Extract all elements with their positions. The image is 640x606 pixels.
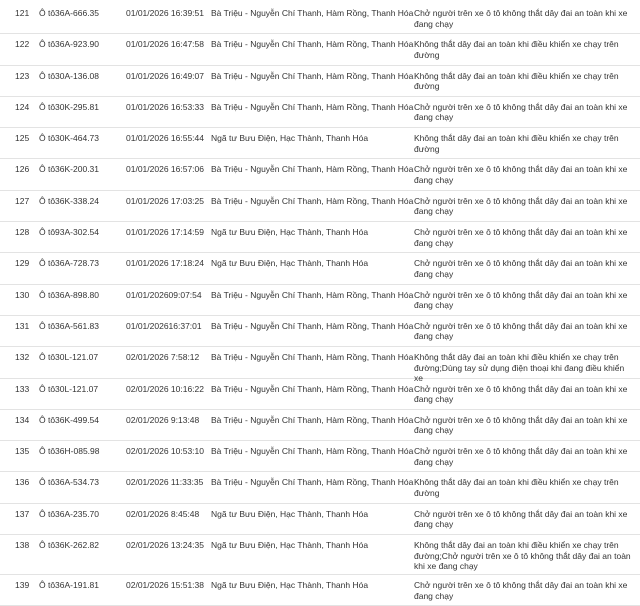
- violation-time: 01/01/202609:07:54: [126, 289, 202, 300]
- row-number: 128: [15, 227, 30, 238]
- violation-description: Không thắt dây đai an toàn khi điều khiển xe chạy trên đường: [414, 70, 619, 92]
- violation-description: Chở người trên xe ô tô không thắt dây đai an toàn khi xe đang chạy: [414, 195, 628, 217]
- table-row: [0, 128, 640, 159]
- violation-description: Chở người trên xe ô tô không thắt dây đai an toàn khi xe đang chạy: [414, 289, 628, 311]
- vehicle-plate: Ô tô36A-666.35: [39, 8, 100, 18]
- violation-location: Bà Triệu - Nguyễn Chí Thanh, Hàm Rồng, Thanh Hóa: [211, 101, 414, 112]
- violation-description: Không thắt dây đai an toàn khi điều khiển xe chạy trên đường: [414, 477, 619, 498]
- violation-time: 02/01/2026 13:24:35: [126, 540, 204, 551]
- violation-location: Bà Triệu - Nguyễn Chí Thanh, Hàm Rồng, Thanh Hóa: [211, 352, 414, 363]
- violation-time: 01/01/2026 16:57:06: [126, 164, 204, 175]
- violation-description: Chở người trên xe ô tô không thắt dây đai an toàn khi xe đang chạy: [414, 258, 628, 279]
- violation-time: 01/01/2026 17:03:25: [126, 195, 204, 206]
- vehicle-plate: Ô tô36A-923.90: [39, 39, 100, 50]
- row-number: 127: [15, 195, 30, 206]
- violation-description: Chở người trên xe ô tô không thắt dây đai an toàn khi xe đang chạy: [414, 164, 628, 185]
- vehicle-plate: Ô tô30A-136.08: [39, 70, 100, 81]
- violation-description: Không thắt dây đai an toàn khi điều khiển xe chạy trên đường: [414, 39, 619, 60]
- vehicle-plate: Ô tô36K-338.24: [39, 195, 100, 206]
- violation-time: 02/01/2026 11:33:35: [126, 477, 204, 488]
- violation-location: Bà Triệu - Nguyễn Chí Thanh, Hàm Rồng, Thanh Hóa: [211, 39, 414, 50]
- violation-time: 02/01/2026 10:53:10: [126, 446, 204, 457]
- vehicle-plate: Ô tô36A-191.81: [39, 580, 100, 591]
- violation-description: Không thắt dây đai an toàn khi điều khiển xe chạy trên đường;Dùng tay sử dụng điện thoại khi đang điều khiển xe: [414, 352, 625, 384]
- row-number: 130: [15, 289, 30, 300]
- violation-time: 01/01/2026 16:55:44: [126, 133, 204, 144]
- table-row: [0, 410, 640, 441]
- table-row: [0, 66, 640, 97]
- vehicle-plate: Ô tô36K-499.54: [39, 414, 100, 425]
- vehicle-plate: Ô tô36A-235.70: [39, 508, 100, 519]
- violation-location: Bà Triệu - Nguyễn Chí Thanh, Hàm Rồng, Thanh Hóa: [211, 289, 414, 300]
- violation-location: Ngã tư Bưu Điện, Hạc Thành, Thanh Hóa: [211, 540, 369, 551]
- vehicle-plate: Ô tô36K-200.31: [39, 164, 100, 175]
- vehicle-plate: Ô tô30L-121.07: [39, 383, 99, 394]
- violation-description: Chở người trên xe ô tô không thắt dây đai an toàn khi xe đang chạy: [414, 383, 628, 405]
- violation-time: 02/01/2026 7:58:12: [126, 352, 200, 363]
- table-row: [0, 34, 640, 65]
- table-row: [0, 575, 640, 606]
- row-number: 131: [15, 320, 30, 331]
- violation-time: 01/01/2026 16:47:58: [126, 39, 204, 50]
- violation-time: 02/01/2026 10:16:22: [126, 383, 204, 394]
- violation-time: 02/01/2026 9:13:48: [126, 414, 200, 425]
- violation-time: 01/01/2026 17:18:24: [126, 258, 204, 269]
- table-row: [0, 253, 640, 284]
- violation-location: Bà Triệu - Nguyễn Chí Thanh, Hàm Rồng, Thanh Hóa: [211, 70, 414, 81]
- violation-location: Bà Triệu - Nguyễn Chí Thanh, Hàm Rồng, Thanh Hóa: [211, 8, 414, 18]
- vehicle-plate: Ô tô36K-262.82: [39, 540, 100, 551]
- violation-description: Không thắt dây đai an toàn khi điều khiển xe chạy trên đường;Chở người trên xe ô tô không thắt dây đai an toàn khi xe đang chạy: [414, 540, 631, 572]
- table-row: [0, 441, 640, 472]
- violation-time: 01/01/2026 16:49:07: [126, 70, 204, 81]
- violation-description: Chở người trên xe ô tô không thắt dây đai an toàn khi xe đang chạy: [414, 446, 628, 467]
- row-number: 139: [15, 580, 30, 591]
- row-number: 123: [15, 70, 30, 81]
- table-row: [0, 316, 640, 347]
- violation-location: Bà Triệu - Nguyễn Chí Thanh, Hàm Rồng, Thanh Hóa: [211, 195, 414, 206]
- table-row: [0, 535, 640, 575]
- violation-location: Bà Triệu - Nguyễn Chí Thanh, Hàm Rồng, Thanh Hóa: [211, 446, 414, 457]
- violation-description: Chở người trên xe ô tô không thắt dây đai an toàn khi xe đang chạy: [414, 8, 628, 29]
- row-number: 126: [15, 164, 30, 175]
- row-number: 129: [15, 258, 30, 269]
- table-row: [0, 285, 640, 316]
- row-number: 138: [15, 540, 30, 551]
- vehicle-plate: Ô tô30L-121.07: [39, 352, 99, 363]
- row-number: 125: [15, 133, 30, 144]
- vehicle-plate: Ô tô30K-464.73: [39, 133, 100, 144]
- row-number: 137: [15, 508, 30, 519]
- row-number: 132: [15, 352, 30, 363]
- violation-description: Chở người trên xe ô tô không thắt dây đai an toàn khi xe đang chạy: [414, 227, 628, 248]
- violation-time: 01/01/2026 16:53:33: [126, 101, 204, 112]
- row-number: 122: [15, 39, 30, 50]
- violation-location: Ngã tư Bưu Điện, Hạc Thành, Thanh Hóa: [211, 258, 369, 269]
- violation-description: Chở người trên xe ô tô không thắt dây đai an toàn khi xe đang chạy: [414, 580, 628, 601]
- table-row: [0, 3, 640, 34]
- violation-location: Bà Triệu - Nguyễn Chí Thanh, Hàm Rồng, Thanh Hóa: [211, 477, 414, 488]
- table-row: [0, 472, 640, 503]
- violation-time: 01/01/202616:37:01: [126, 320, 202, 331]
- violation-time: 01/01/2026 17:14:59: [126, 227, 204, 238]
- vehicle-plate: Ô tô36A-534.73: [39, 477, 100, 488]
- row-number: 133: [15, 383, 30, 394]
- violations-table: [0, 3, 640, 606]
- vehicle-plate: Ô tô93A-302.54: [39, 227, 100, 238]
- violation-location: Bà Triệu - Nguyễn Chí Thanh, Hàm Rồng, Thanh Hóa: [211, 383, 414, 394]
- vehicle-plate: Ô tô36H-085.98: [39, 446, 100, 457]
- vehicle-plate: Ô tô30K-295.81: [39, 101, 100, 112]
- table-row: [0, 347, 640, 384]
- vehicle-plate: Ô tô36A-898.80: [39, 289, 100, 300]
- table-row: [0, 504, 640, 535]
- violation-location: Bà Triệu - Nguyễn Chí Thanh, Hàm Rồng, Thanh Hóa: [211, 414, 414, 425]
- vehicle-plate: Ô tô36A-728.73: [39, 258, 100, 269]
- violation-location: Bà Triệu - Nguyễn Chí Thanh, Hàm Rồng, Thanh Hóa: [211, 320, 414, 331]
- row-number: 134: [15, 414, 30, 425]
- row-number: 124: [15, 101, 30, 112]
- violation-description: Chở người trên xe ô tô không thắt dây đai an toàn khi xe đang chạy: [414, 414, 628, 436]
- violation-description: Chở người trên xe ô tô không thắt dây đai an toàn khi xe đang chạy: [414, 101, 628, 123]
- table-row: [0, 191, 640, 222]
- violation-time: 02/01/2026 15:51:38: [126, 580, 204, 591]
- violation-location: Ngã tư Bưu Điện, Hạc Thành, Thanh Hóa: [211, 227, 369, 238]
- table-row: [0, 222, 640, 253]
- violation-description: Chở người trên xe ô tô không thắt dây đai an toàn khi xe đang chạy: [414, 508, 628, 530]
- violation-location: Bà Triệu - Nguyễn Chí Thanh, Hàm Rồng, Thanh Hóa: [211, 164, 414, 175]
- vehicle-plate: Ô tô36A-561.83: [39, 320, 100, 331]
- row-number: 121: [15, 8, 30, 18]
- violation-location: Ngã tư Bưu Điện, Hạc Thành, Thanh Hóa: [211, 508, 369, 519]
- violation-description: Chở người trên xe ô tô không thắt dây đai an toàn khi xe đang chạy: [414, 320, 628, 342]
- violation-description: Không thắt dây đai an toàn khi điều khiển xe chạy trên đường: [414, 133, 619, 154]
- table-row: [0, 379, 640, 410]
- violation-time: 02/01/2026 8:45:48: [126, 508, 200, 519]
- violation-location: Ngã tư Bưu Điện, Hạc Thành, Thanh Hóa: [211, 133, 369, 144]
- violation-time: 01/01/2026 16:39:51: [126, 8, 204, 18]
- table-row: [0, 159, 640, 190]
- row-number: 135: [15, 446, 30, 457]
- row-number: 136: [15, 477, 30, 488]
- violation-location: Ngã tư Bưu Điện, Hạc Thành, Thanh Hóa: [211, 580, 369, 591]
- table-row: [0, 97, 640, 128]
